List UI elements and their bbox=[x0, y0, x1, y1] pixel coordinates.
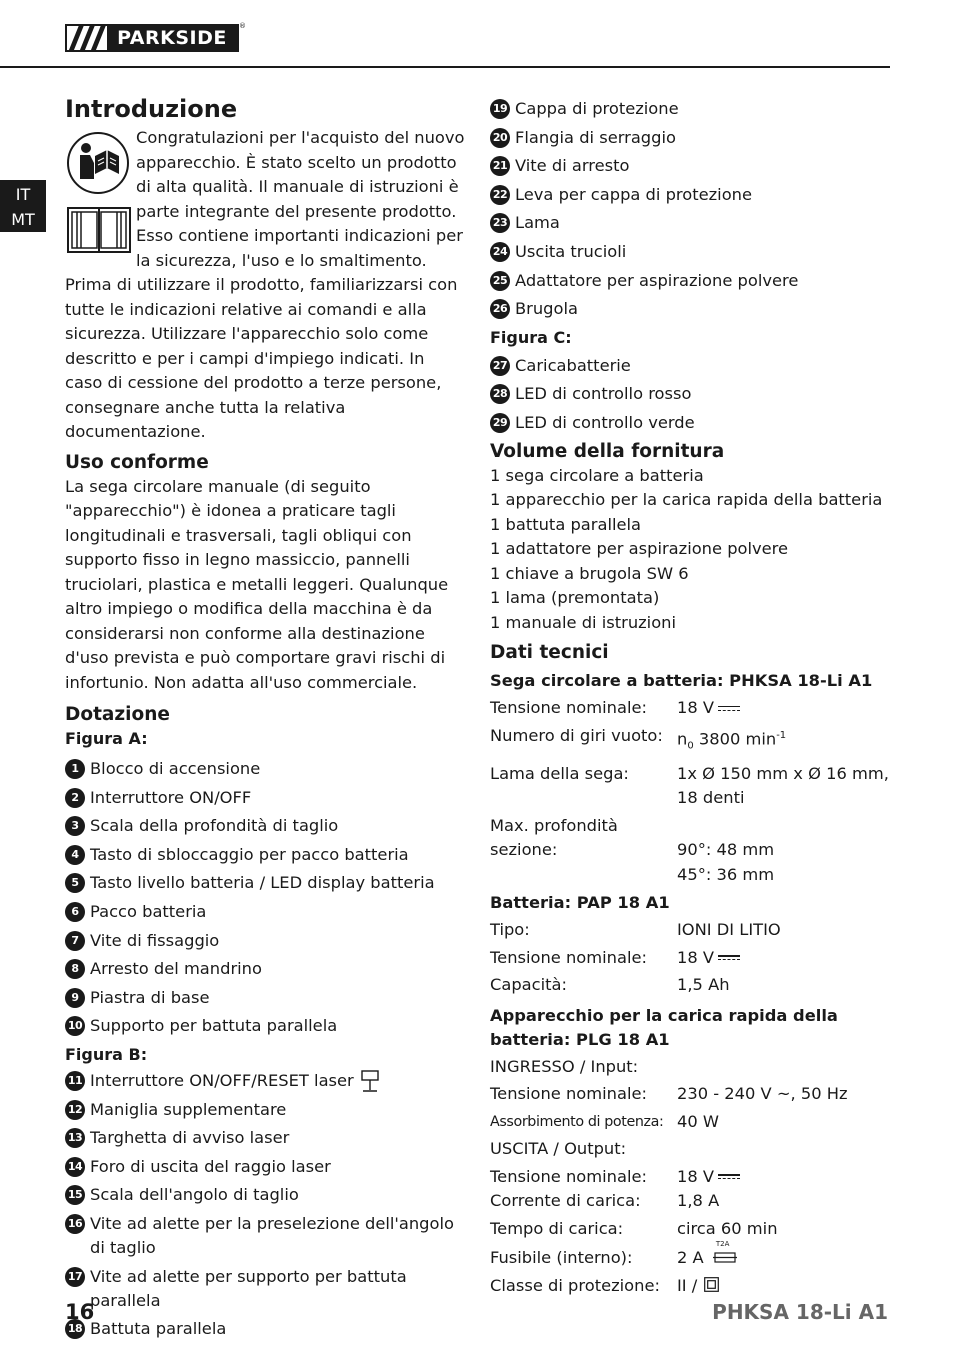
spec-key: Tipo: bbox=[490, 920, 530, 940]
page-number: 16 bbox=[65, 1300, 95, 1324]
part-list-item bbox=[65, 814, 465, 838]
spec-value: 2 A T2A bbox=[677, 1246, 890, 1271]
spec-key: Tempo di carica: bbox=[490, 1218, 624, 1238]
intro-icons bbox=[65, 126, 135, 271]
part-number-badge: 7 bbox=[65, 931, 85, 951]
lang-it: IT bbox=[15, 185, 31, 204]
battery-spec-title: Batteria: PAP 18 A1 bbox=[490, 893, 670, 913]
part-number-badge: 14 bbox=[65, 1157, 85, 1177]
part-number-badge: 15 bbox=[65, 1185, 85, 1205]
part-number-badge: 21 bbox=[490, 156, 510, 176]
part-number-badge: 12 bbox=[65, 1100, 85, 1120]
battery-capacity-row bbox=[490, 973, 890, 998]
output-voltage-row bbox=[490, 1165, 890, 1190]
fornitura-title: Volume della fornitura bbox=[490, 440, 725, 462]
part-number-badge: 11 bbox=[65, 1071, 85, 1091]
part-list-item bbox=[65, 843, 465, 867]
battery-voltage-row bbox=[490, 946, 890, 971]
part-number-badge: 4 bbox=[65, 845, 85, 865]
spec-value: circa 60 min bbox=[677, 1218, 778, 1238]
figure-a-list bbox=[65, 757, 465, 1038]
double-insulation-icon bbox=[704, 1277, 719, 1292]
spec-value: 1,8 A bbox=[677, 1191, 720, 1211]
header-rule bbox=[0, 66, 890, 68]
spec-value: 90°: 48 mm 45°: 36 mm bbox=[677, 840, 775, 884]
part-name: Tasto livello batteria / LED display batteria bbox=[90, 873, 435, 893]
part-number-badge: 8 bbox=[65, 959, 85, 979]
spec-key: Tensione nominale: bbox=[490, 947, 647, 967]
spec-key: Tensione nominale: bbox=[490, 1166, 647, 1186]
read-manual-icon bbox=[67, 132, 129, 194]
part-list-item bbox=[490, 269, 890, 293]
figure-c-list bbox=[490, 354, 890, 435]
part-number-badge: 28 bbox=[490, 384, 510, 404]
part-name: Vite di fissaggio bbox=[90, 930, 220, 950]
part-name: Interruttore ON/OFF/RESET laser bbox=[90, 1070, 354, 1090]
language-tab bbox=[0, 180, 46, 232]
part-list-item bbox=[490, 240, 890, 264]
spec-value: 40 W bbox=[677, 1111, 719, 1131]
part-number-badge: 27 bbox=[490, 356, 510, 376]
figure-a-label: Figura A: bbox=[65, 729, 148, 748]
part-list-item bbox=[65, 1155, 465, 1179]
part-name: Vite ad alette per supporto per battuta parallela bbox=[90, 1266, 407, 1310]
spec-value: IONI DI LITIO bbox=[677, 920, 781, 940]
supply-item: 1 manuale di istruzioni bbox=[490, 612, 677, 632]
spec-key: Corrente di carica: bbox=[490, 1191, 641, 1211]
fuse-icon: T2A bbox=[713, 1250, 737, 1264]
part-name: Maniglia supplementare bbox=[90, 1099, 287, 1119]
part-name: Foro di uscita del raggio laser bbox=[90, 1156, 331, 1176]
intro-text: Congratulazioni per l'acquisto del nuovo apparecchio. È stato scelto un prodotto di alta qualità. Il manuale di istruzioni è parte integrante del presente prodotto. Esso contiene importanti indicazioni per la sicurezza, l'uso e lo smaltimento. Prima di utilizzare il prodotto, familiarizzarsi con tutte le indicazioni relative ai comandi e alla sicurezza. Utilizzare l'apparecchio solo come descritto e per i campi d'impiego indicati. In caso di cessione del prodotto a terze persone, consegnare anche tutta la relativa documentazione. bbox=[65, 128, 465, 441]
spec-value: 230 - 240 V ~, 50 Hz bbox=[677, 1084, 848, 1104]
spec-key: Lama della sega: bbox=[490, 763, 629, 783]
logo-brand-text: PARKSIDE bbox=[117, 27, 227, 49]
spec-value: 18 V bbox=[677, 696, 890, 721]
lang-mt: MT bbox=[11, 210, 35, 229]
part-list-item bbox=[65, 1126, 465, 1150]
laser-icon bbox=[360, 1069, 380, 1093]
part-name: Lama bbox=[515, 213, 560, 233]
part-name: Piastra di base bbox=[90, 987, 210, 1007]
part-list-item bbox=[65, 1265, 465, 1313]
footer-model: PHKSA 18-Li A1 bbox=[712, 1300, 888, 1324]
part-list-item bbox=[65, 871, 465, 895]
part-list-item bbox=[490, 126, 890, 150]
figure-b-label: Figura B: bbox=[65, 1044, 148, 1064]
spec-key: Max. profondità sezione: bbox=[490, 815, 618, 860]
spec-value: 1x Ø 150 mm x Ø 16 mm, 18 denti bbox=[677, 763, 889, 808]
part-list-item bbox=[65, 1317, 465, 1341]
part-number-badge: 16 bbox=[65, 1214, 85, 1234]
dati-title: Dati tecnici bbox=[490, 642, 609, 664]
part-list-item bbox=[490, 354, 890, 378]
parkside-logo bbox=[65, 22, 246, 52]
spec-value: $n_0$ 3800 $\min^{-1}$ bbox=[677, 728, 787, 752]
part-number-badge: 29 bbox=[490, 413, 510, 433]
part-list-item bbox=[65, 1212, 465, 1260]
part-number-badge: 2 bbox=[65, 788, 85, 808]
intro-title: Introduzione bbox=[65, 95, 238, 123]
part-list-item bbox=[490, 97, 890, 121]
part-number-badge: 10 bbox=[65, 1016, 85, 1036]
spec-value: 1,5 Ah bbox=[677, 975, 730, 995]
output-current-row bbox=[490, 1189, 890, 1214]
input-label: INGRESSO / Input: bbox=[490, 1056, 639, 1076]
saw-spec-title: Sega circolare a batteria: PHKSA 18-Li A1 bbox=[490, 671, 873, 691]
spec-value: 18 V bbox=[677, 946, 890, 971]
dc-symbol-icon bbox=[718, 704, 740, 714]
input-voltage-row bbox=[490, 1082, 890, 1107]
battery-type-row bbox=[490, 918, 890, 943]
part-number-badge: 20 bbox=[490, 128, 510, 148]
part-name: Tasto di sbloccaggio per pacco batteria bbox=[90, 844, 409, 864]
part-list-item bbox=[490, 211, 890, 235]
part-number-badge: 23 bbox=[490, 213, 510, 233]
part-name: Uscita trucioli bbox=[515, 241, 627, 261]
part-name: Supporto per battuta parallela bbox=[90, 1016, 338, 1036]
part-list-item bbox=[65, 757, 465, 781]
part-number-badge: 13 bbox=[65, 1128, 85, 1148]
part-number-badge: 19 bbox=[490, 99, 510, 119]
part-list-item bbox=[65, 929, 465, 953]
part-number-badge: 22 bbox=[490, 185, 510, 205]
part-name: Leva per cappa di protezione bbox=[515, 184, 752, 204]
supply-item: 1 battuta parallela bbox=[490, 514, 642, 534]
spec-key: Numero di giri vuoto: bbox=[490, 725, 663, 745]
input-power-row bbox=[490, 1110, 890, 1135]
fuse-row bbox=[490, 1240, 890, 1271]
part-number-badge: 9 bbox=[65, 988, 85, 1008]
depth-row bbox=[490, 814, 890, 888]
blade-row bbox=[490, 762, 890, 811]
part-name: Blocco di accensione bbox=[90, 759, 261, 778]
spec-value: 18 V bbox=[677, 1165, 890, 1190]
part-number-badge: 6 bbox=[65, 902, 85, 922]
dc-symbol-icon bbox=[718, 1172, 740, 1182]
supply-item: 1 adattatore per aspirazione polvere bbox=[490, 539, 789, 559]
part-number-badge: 26 bbox=[490, 299, 510, 319]
part-name: LED di controllo verde bbox=[515, 412, 695, 432]
part-list-item bbox=[65, 957, 465, 981]
part-number-badge: 24 bbox=[490, 242, 510, 262]
part-name: Battuta parallela bbox=[90, 1319, 227, 1339]
supply-list bbox=[490, 464, 890, 636]
part-number-badge: 1 bbox=[65, 759, 85, 779]
supply-item: 1 chiave a brugola SW 6 bbox=[490, 563, 689, 583]
part-name: Brugola bbox=[515, 299, 578, 319]
part-number-badge: 18 bbox=[65, 1319, 85, 1339]
figure-c-label: Figura C: bbox=[490, 327, 572, 347]
part-list-item bbox=[65, 1098, 465, 1122]
figure-b-list bbox=[65, 1069, 465, 1341]
logo-slashes bbox=[67, 26, 107, 50]
saw-voltage-row bbox=[490, 696, 890, 721]
uso-title: Uso conforme bbox=[65, 451, 209, 473]
part-list-item bbox=[490, 297, 890, 321]
spec-key: Assorbimento di potenza: bbox=[490, 1113, 664, 1130]
intro-section bbox=[65, 126, 465, 445]
spec-key: Classe di protezione: bbox=[490, 1275, 660, 1295]
part-list-item bbox=[65, 1069, 465, 1093]
spec-key: Tensione nominale: bbox=[490, 698, 647, 718]
part-name: Vite di arresto bbox=[515, 156, 630, 176]
part-number-badge: 17 bbox=[65, 1267, 85, 1287]
dc-symbol-icon bbox=[718, 953, 740, 963]
part-list-item bbox=[65, 900, 465, 924]
output-label: USCITA / Output: bbox=[490, 1139, 627, 1159]
part-number-badge: 5 bbox=[65, 873, 85, 893]
part-name: Adattatore per aspirazione polvere bbox=[515, 270, 799, 290]
dotazione-title: Dotazione bbox=[65, 704, 170, 725]
spec-key: Capacità: bbox=[490, 975, 567, 995]
protection-class-row bbox=[490, 1274, 890, 1299]
charger-spec-title: Apparecchio per la carica rapida della batteria: PLG 18 A1 bbox=[490, 1005, 838, 1049]
spec-key: Fusibile (interno): bbox=[490, 1248, 633, 1268]
part-number-badge: 3 bbox=[65, 816, 85, 836]
spec-key: Tensione nominale: bbox=[490, 1084, 647, 1104]
part-name: Targhetta di avviso laser bbox=[90, 1128, 290, 1148]
right-column bbox=[490, 97, 890, 1298]
part-list-item bbox=[490, 183, 890, 207]
part-name: Interruttore ON/OFF bbox=[90, 787, 252, 807]
part-name: Pacco batteria bbox=[90, 901, 207, 921]
part-name: Caricabatterie bbox=[515, 355, 631, 375]
supply-item: 1 lama (premontata) bbox=[490, 588, 660, 608]
part-name: Cappa di protezione bbox=[515, 99, 679, 118]
part-list-item bbox=[65, 1014, 465, 1038]
part-list-item bbox=[65, 986, 465, 1010]
left-column bbox=[65, 92, 465, 1346]
part-list-item bbox=[490, 382, 890, 406]
part-name: Flangia di serraggio bbox=[515, 127, 676, 147]
manual-book-icon bbox=[67, 204, 131, 254]
supply-item: 1 apparecchio per la carica rapida della batteria bbox=[490, 490, 883, 510]
logo-registered-mark: ® bbox=[239, 22, 246, 30]
uso-text: La sega circolare manuale (di seguito "apparecchio") è idonea a praticare tagli longitudinali e trasversali, tagli obliqui con supporto fisso in legno massiccio, pannelli truciolari, plastica e metalli leggeri. Qualunque altro impiego o modifica della macchina è da considerarsi non conforme alla destinazione d'uso prevista e può comportare gravi rischi di infortunio. Non adatta all'uso commerciale. bbox=[65, 476, 449, 692]
part-name: Scala della profondità di taglio bbox=[90, 816, 339, 836]
part-name: Arresto del mandrino bbox=[90, 959, 262, 979]
supply-item: 1 sega circolare a batteria bbox=[490, 465, 704, 485]
figure-b-list-continued bbox=[490, 97, 890, 321]
charge-time-row bbox=[490, 1217, 890, 1242]
spec-value: II / bbox=[677, 1274, 890, 1299]
part-list-item bbox=[65, 786, 465, 810]
part-name: Vite ad alette per la preselezione dell'angolo di taglio bbox=[90, 1213, 454, 1257]
part-list-item bbox=[490, 154, 890, 178]
part-name: LED di controllo rosso bbox=[515, 384, 692, 404]
part-number-badge: 25 bbox=[490, 271, 510, 291]
part-list-item bbox=[65, 1183, 465, 1207]
part-list-item bbox=[490, 411, 890, 435]
part-name: Scala dell'angolo di taglio bbox=[90, 1185, 299, 1205]
rpm-row bbox=[490, 724, 890, 759]
